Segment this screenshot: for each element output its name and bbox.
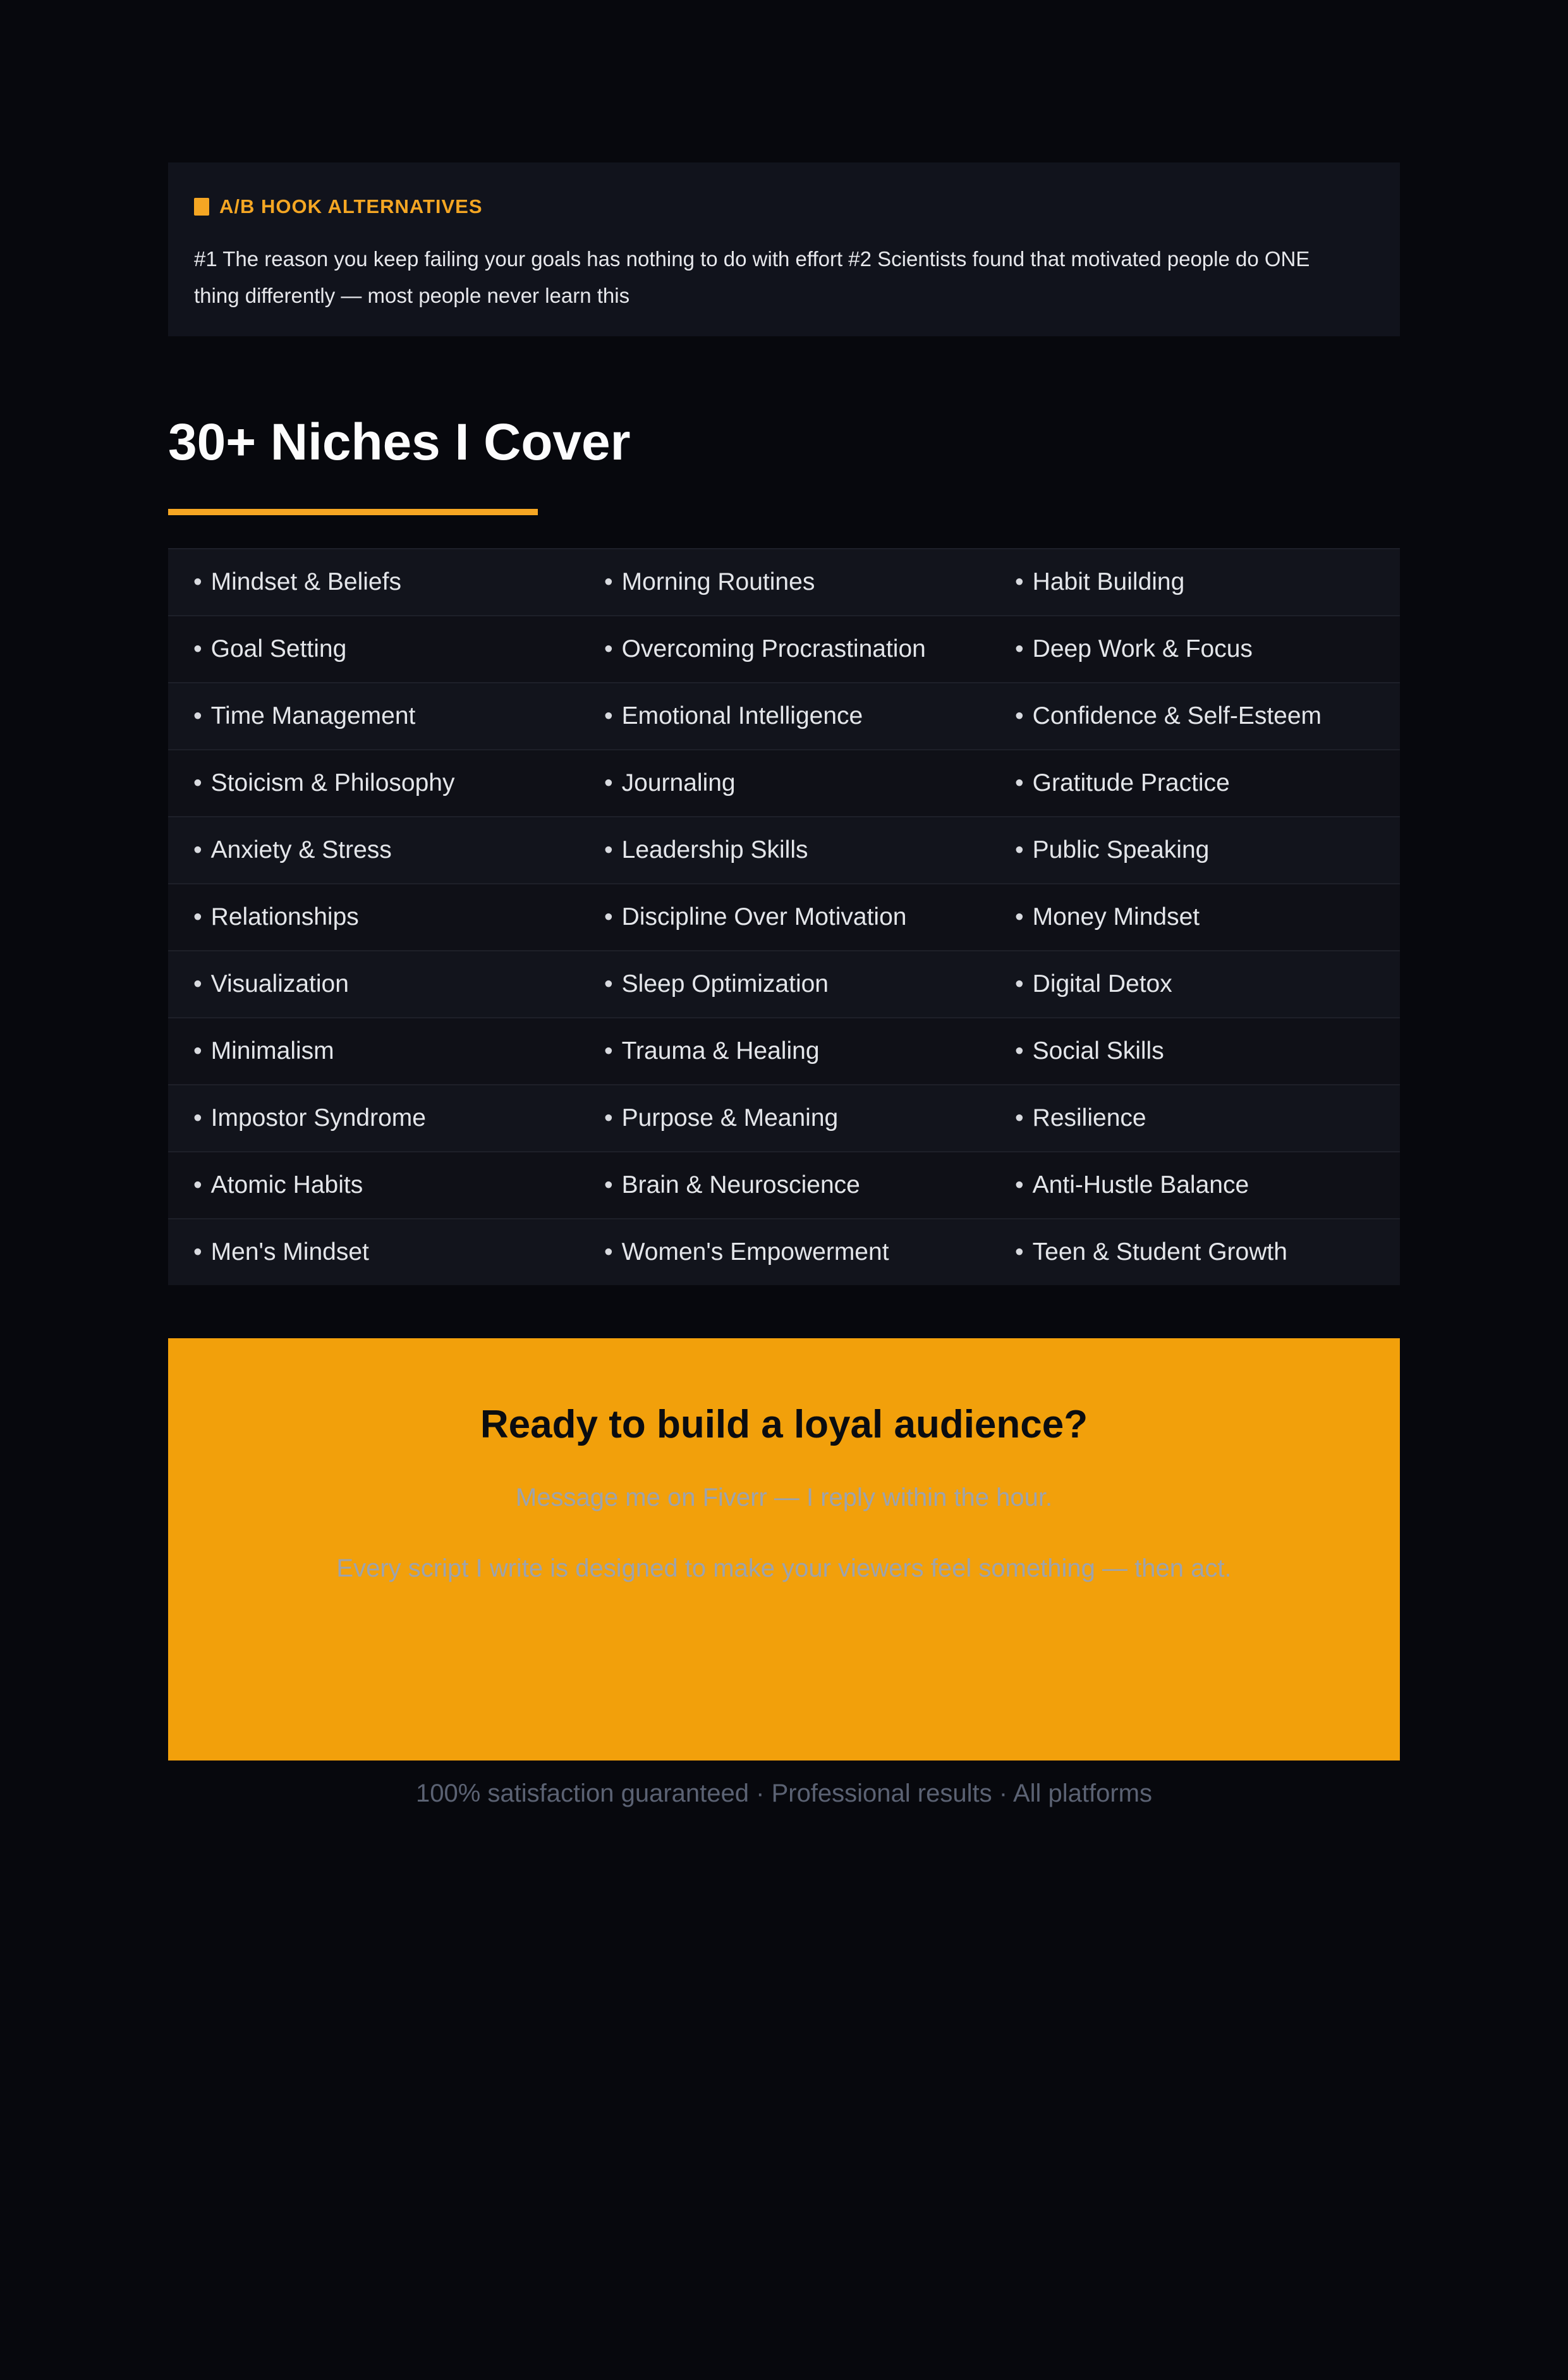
cta-box xyxy=(168,1338,1400,1761)
niche-label: Minimalism xyxy=(210,1037,334,1065)
niche-item xyxy=(579,1104,990,1132)
niche-label: Gratitude Practice xyxy=(1032,769,1230,796)
niche-item xyxy=(990,1238,1400,1266)
niche-item xyxy=(168,1238,579,1266)
cta-title: Ready to build a loyal audience? xyxy=(480,1402,1088,1446)
niches-title: 30+ Niches I Cover xyxy=(168,413,631,471)
table-row xyxy=(168,1152,1400,1219)
niche-item xyxy=(168,970,579,998)
table-row xyxy=(168,549,1400,616)
niche-item xyxy=(579,1171,990,1199)
niche-item xyxy=(990,769,1400,797)
niche-label: Atomic Habits xyxy=(210,1171,363,1199)
bullet-icon: • xyxy=(1015,1104,1024,1132)
bullet-icon: • xyxy=(604,1171,613,1199)
cta-message-line: Message me on Fiverr — I reply within the hour. xyxy=(515,1483,1053,1511)
niche-item xyxy=(168,635,579,663)
niche-label: Morning Routines xyxy=(621,568,815,595)
bullet-icon: • xyxy=(1015,903,1024,931)
bullet-icon: • xyxy=(193,1171,202,1199)
ab-hook-card xyxy=(168,162,1400,336)
table-row xyxy=(168,817,1400,884)
niche-item xyxy=(579,769,990,797)
niche-item xyxy=(579,1238,990,1266)
bullet-icon: • xyxy=(193,635,202,662)
niche-label: Stoicism & Philosophy xyxy=(210,769,455,796)
bullet-icon: • xyxy=(604,836,613,864)
niche-label: Anti-Hustle Balance xyxy=(1032,1171,1249,1199)
niche-item xyxy=(579,903,990,931)
niche-label: Journaling xyxy=(621,769,736,796)
niche-item xyxy=(168,568,579,596)
niche-item xyxy=(990,702,1400,730)
bullet-icon: • xyxy=(193,1037,202,1065)
niche-label: Women's Empowerment xyxy=(621,1238,889,1266)
niche-item xyxy=(990,970,1400,998)
bullet-icon: • xyxy=(193,702,202,729)
niche-label: Trauma & Healing xyxy=(621,1037,820,1065)
niche-label: Money Mindset xyxy=(1032,903,1200,931)
niche-label: Mindset & Beliefs xyxy=(210,568,401,595)
niche-label: Purpose & Meaning xyxy=(621,1104,839,1132)
bullet-icon: • xyxy=(193,769,202,796)
niche-item xyxy=(579,836,990,864)
bullet-icon: • xyxy=(193,836,202,864)
bullet-icon: • xyxy=(1015,1037,1024,1065)
niche-label: Impostor Syndrome xyxy=(210,1104,426,1132)
table-row xyxy=(168,1018,1400,1085)
table-row xyxy=(168,1085,1400,1152)
niche-item xyxy=(990,568,1400,596)
bullet-icon: • xyxy=(604,970,613,998)
niche-item xyxy=(168,769,579,797)
table-row xyxy=(168,616,1400,683)
niche-item xyxy=(168,1104,579,1132)
bullet-icon: • xyxy=(1015,769,1024,796)
niche-item xyxy=(990,903,1400,931)
niche-label: Visualization xyxy=(210,970,349,998)
niche-item xyxy=(168,1171,579,1199)
bullet-icon: • xyxy=(604,1104,613,1132)
bullet-icon: • xyxy=(604,568,613,595)
niche-item xyxy=(579,702,990,730)
niche-item xyxy=(579,568,990,596)
bullet-icon: • xyxy=(604,769,613,796)
bullet-icon: • xyxy=(193,1238,202,1266)
bullet-icon: • xyxy=(604,903,613,931)
table-row xyxy=(168,683,1400,750)
bullet-icon: • xyxy=(1015,1238,1024,1266)
ab-hook-label-row xyxy=(194,195,1374,218)
niche-label: Leadership Skills xyxy=(621,836,808,864)
niche-item xyxy=(990,1171,1400,1199)
niche-item xyxy=(168,702,579,730)
niche-label: Deep Work & Focus xyxy=(1032,635,1253,662)
bullet-icon: • xyxy=(193,568,202,595)
niche-item xyxy=(579,635,990,663)
niche-label: Habit Building xyxy=(1032,568,1185,595)
bullet-icon: • xyxy=(1015,702,1024,729)
niche-item xyxy=(579,970,990,998)
niche-item xyxy=(168,903,579,931)
niche-label: Confidence & Self-Esteem xyxy=(1032,702,1322,729)
footer-guarantee-text: 100% satisfaction guaranteed · Professional results · All platforms xyxy=(415,1779,1153,1807)
niche-label: Men's Mindset xyxy=(210,1238,369,1266)
table-row xyxy=(168,951,1400,1018)
niche-label: Anxiety & Stress xyxy=(210,836,392,864)
niche-label: Public Speaking xyxy=(1032,836,1210,864)
bullet-icon: • xyxy=(1015,568,1024,595)
niche-item xyxy=(990,635,1400,663)
cta-benefit-line: Every script I write is designed to make your viewers feel something — then act. xyxy=(336,1554,1232,1582)
niche-item xyxy=(990,836,1400,864)
niche-label: Overcoming Procrastination xyxy=(621,635,926,662)
niche-label: Social Skills xyxy=(1032,1037,1164,1065)
niche-item xyxy=(990,1104,1400,1132)
title-underline xyxy=(168,509,538,515)
niche-label: Time Management xyxy=(210,702,416,729)
bullet-icon: • xyxy=(193,903,202,931)
niche-label: Goal Setting xyxy=(210,635,347,662)
niche-label: Resilience xyxy=(1032,1104,1146,1132)
table-row xyxy=(168,750,1400,817)
page-content xyxy=(168,162,1400,1809)
table-row xyxy=(168,884,1400,951)
ab-hook-text: #1 The reason you keep failing your goals has nothing to do with effort #2 Scientists found that motivated people do ONE thing differently — most people never learn this xyxy=(194,247,1310,307)
orange-square-icon xyxy=(194,198,209,216)
niche-item xyxy=(579,1037,990,1065)
niche-label: Discipline Over Motivation xyxy=(621,903,907,931)
niches-table xyxy=(168,548,1400,1285)
bullet-icon: • xyxy=(604,702,613,729)
bullet-icon: • xyxy=(604,635,613,662)
niche-label: Relationships xyxy=(210,903,359,931)
bullet-icon: • xyxy=(193,1104,202,1132)
bullet-icon: • xyxy=(1015,836,1024,864)
ab-hook-label: A/B HOOK ALTERNATIVES xyxy=(219,195,483,217)
niche-label: Brain & Neuroscience xyxy=(621,1171,860,1199)
bullet-icon: • xyxy=(604,1238,613,1266)
niche-label: Emotional Intelligence xyxy=(621,702,863,729)
niche-item xyxy=(990,1037,1400,1065)
table-row xyxy=(168,1219,1400,1285)
bullet-icon: • xyxy=(1015,1171,1024,1199)
bullet-icon: • xyxy=(1015,970,1024,998)
niche-item xyxy=(168,836,579,864)
bullet-icon: • xyxy=(193,970,202,998)
niche-label: Sleep Optimization xyxy=(621,970,829,998)
bullet-icon: • xyxy=(604,1037,613,1065)
bullet-icon: • xyxy=(1015,635,1024,662)
niche-label: Teen & Student Growth xyxy=(1032,1238,1287,1266)
niche-label: Digital Detox xyxy=(1032,970,1172,998)
niche-item xyxy=(168,1037,579,1065)
